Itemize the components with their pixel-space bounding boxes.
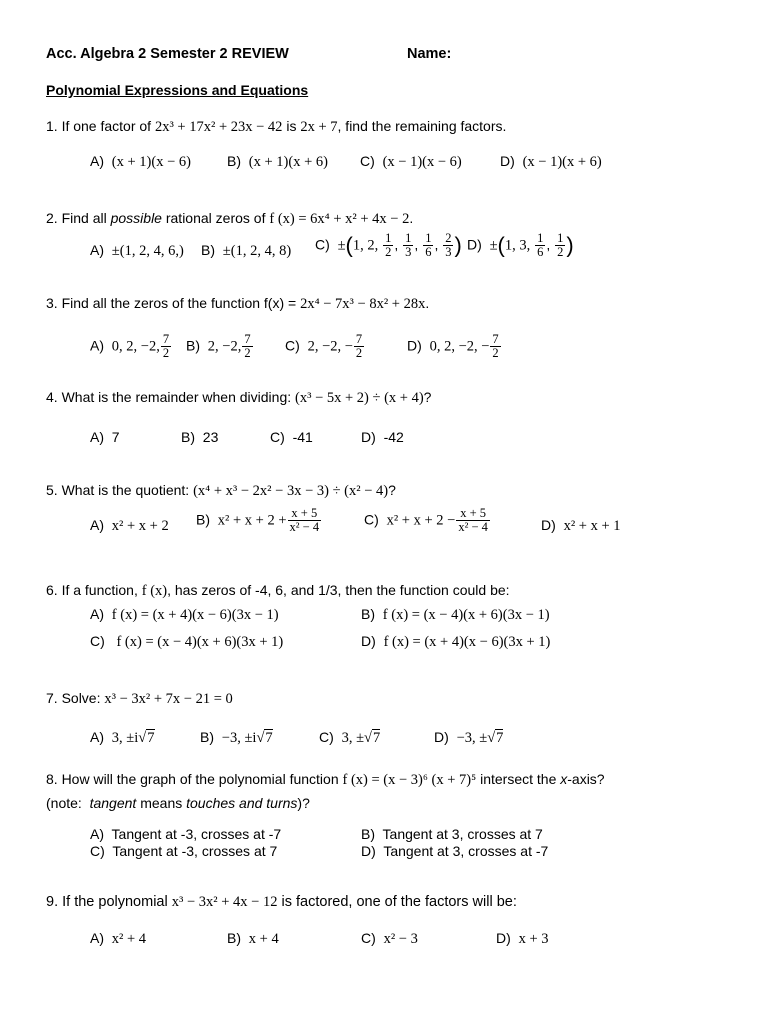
q5-division: (x⁴ + x³ − 2x² − 3x − 3) ÷ (x² − 4) xyxy=(193,483,389,499)
q3-choice-b[interactable]: B) 2, −2, $\frac{7}{2}$ xyxy=(186,332,251,361)
q3-choice-d[interactable]: D) 0, 2, −2, − $\frac{7}{2}$ xyxy=(407,332,499,361)
q7-choice-a[interactable]: A) 3, ±i√7 xyxy=(90,729,155,746)
q3-choice-c[interactable]: C) 2, −2, − $\frac{7}{2}$ xyxy=(285,332,363,361)
q9-polynomial: x³ − 3x² + 4x − 12 xyxy=(171,894,278,910)
q5-choice-b[interactable]: B) x² + x + 2 + $\frac{x + 5}{\text{x² − 4}}$ xyxy=(196,506,320,535)
q5-choice-a[interactable]: A) x² + x + 2 xyxy=(90,517,169,534)
q7-choice-c[interactable]: C) 3, ±√7 xyxy=(319,729,381,746)
question-1: 1. If one factor of 2x³ + 17x² + 23x − 42 is 2x + 7, find the remaining factors. xyxy=(46,118,507,135)
question-3: 3. Find all the zeros of the function f(x) = 2x⁴ − 7x³ − 8x² + 28x. xyxy=(46,295,430,312)
q8-note: (note: tangent means touches and turns)? xyxy=(46,795,310,811)
q7-choice-d[interactable]: D) −3, ±√7 xyxy=(434,729,504,746)
question-2: 2. Find all possible rational zeros of f (x) = 6x⁴ + x² + 4x − 2. xyxy=(46,210,414,227)
q4-choice-a[interactable]: A) 7 xyxy=(90,429,120,445)
q9-choice-d[interactable]: D) x + 3 xyxy=(496,930,549,947)
q6-choice-b[interactable]: B) f (x) = (x − 4)(x + 6)(3x − 1) xyxy=(361,606,550,623)
q5-choice-c[interactable]: C) x² + x + 2 − $\frac{x + 5}{\text{x² − 4}}$ xyxy=(364,506,488,535)
question-8: 8. How will the graph of the polynomial function f (x) = (x − 3)⁶ (x + 7)⁵ intersect the x-axis? xyxy=(46,771,605,788)
q1-choice-a[interactable]: A) (x + 1)(x − 6) xyxy=(90,153,191,170)
q7-equation: x³ − 3x² + 7x − 21 = 0 xyxy=(104,691,233,707)
q7-choice-b[interactable]: B) −3, ±i√7 xyxy=(200,729,273,746)
q4-choice-c[interactable]: C) -41 xyxy=(270,429,313,445)
question-4: 4. What is the remainder when dividing: (x³ − 5x + 2) ÷ (x + 4)? xyxy=(46,389,432,406)
q1-factor: 2x + 7 xyxy=(300,119,338,135)
q6-choice-a[interactable]: A) f (x) = (x + 4)(x − 6)(3x − 1) xyxy=(90,606,279,623)
question-5: 5. What is the quotient: (x⁴ + x³ − 2x² − 3x − 3) ÷ (x² − 4)? xyxy=(46,482,396,499)
q8-choice-d[interactable]: D) Tangent at 3, crosses at -7 xyxy=(361,843,549,859)
q9-choice-b[interactable]: B) x + 4 xyxy=(227,930,279,947)
q1-choice-c[interactable]: C) (x − 1)(x − 6) xyxy=(360,153,462,170)
name-label: Name: xyxy=(407,46,452,62)
q2-choice-d[interactable]: D) ±(1, 3, $\frac{1}{6}$ , $\frac{1}{2}$ ) xyxy=(467,231,574,260)
q2-choice-b[interactable]: B) ±(1, 2, 4, 8) xyxy=(201,242,292,259)
q1-choice-d[interactable]: D) (x − 1)(x + 6) xyxy=(500,153,602,170)
question-7: 7. Solve: x³ − 3x² + 7x − 21 = 0 xyxy=(46,690,233,707)
q4-division: (x³ − 5x + 2) ÷ (x + 4) xyxy=(295,390,424,406)
q2-function: f (x) = 6x⁴ + x² + 4x − 2 xyxy=(269,211,410,227)
q1-polynomial: 2x³ + 17x² + 23x − 42 xyxy=(154,119,283,135)
q3-function: 2x⁴ − 7x³ − 8x² + 28x xyxy=(300,296,426,312)
q8-choice-b[interactable]: B) Tangent at 3, crosses at 7 xyxy=(361,826,543,842)
page-title: Acc. Algebra 2 Semester 2 REVIEW xyxy=(46,46,289,62)
q3-choice-a[interactable]: A) 0, 2, −2, $\frac{7}{2}$ xyxy=(90,332,170,361)
q1-choice-b[interactable]: B) (x + 1)(x + 6) xyxy=(227,153,328,170)
q6-choice-d[interactable]: D) f (x) = (x + 4)(x − 6)(3x + 1) xyxy=(361,633,551,650)
q2-choice-a[interactable]: A) ±(1, 2, 4, 6,) xyxy=(90,242,184,259)
q6-choice-c[interactable]: C) f (x) = (x − 4)(x + 6)(3x + 1) xyxy=(90,633,284,650)
question-6: 6. If a function, f (x), has zeros of -4, 6, and 1/3, then the function could be: xyxy=(46,582,510,599)
q4-choice-d[interactable]: D) -42 xyxy=(361,429,404,445)
q9-choice-a[interactable]: A) x² + 4 xyxy=(90,930,147,947)
q9-choice-c[interactable]: C) x² − 3 xyxy=(361,930,418,947)
q8-function: f (x) = (x − 3)⁶ (x + 7)⁵ xyxy=(342,772,477,788)
section-title: Polynomial Expressions and Equations xyxy=(46,82,309,98)
q4-choice-b[interactable]: B) 23 xyxy=(181,429,219,445)
q2-choice-c[interactable]: C) ±(1, 2, $\frac{1}{2}$ , $\frac{1}{3}$ , $\frac{1}{6}$ , $\frac{2}{3}$ ) xyxy=(315,231,462,260)
question-9: 9. If the polynomial x³ − 3x² + 4x − 12 is factored, one of the factors will be: xyxy=(46,894,517,910)
q5-choice-d[interactable]: D) x² + x + 1 xyxy=(541,517,621,534)
q8-choice-c[interactable]: C) Tangent at -3, crosses at 7 xyxy=(90,843,278,859)
q8-choice-a[interactable]: A) Tangent at -3, crosses at -7 xyxy=(90,826,282,842)
